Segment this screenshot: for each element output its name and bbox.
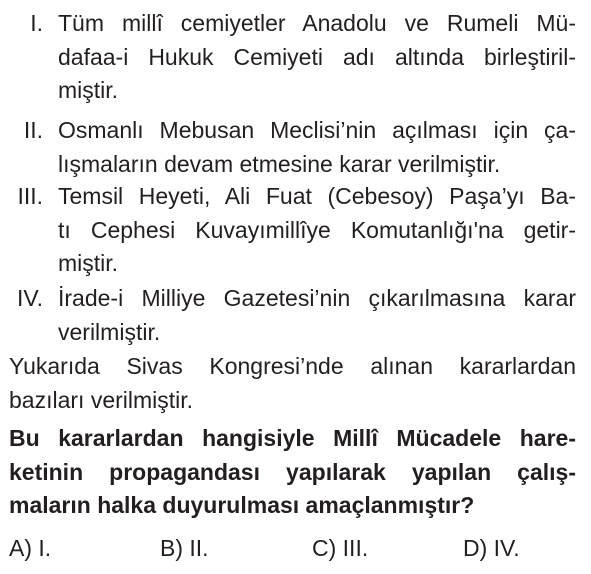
answer-options bbox=[0, 532, 591, 566]
premise-line: Tüm millî cemiyetler Anadolu ve Rumeli Mü- bbox=[58, 10, 576, 36]
option-b[interactable] bbox=[160, 532, 209, 566]
option-text: III. bbox=[342, 535, 369, 561]
premise-line: dafaa-i Hukuk Cemiyeti adı altında birleştiril- bbox=[58, 43, 576, 70]
question-line: Bu kararlardan hangisiyle Millî Mücadele hare- bbox=[9, 425, 576, 451]
question-stem bbox=[9, 350, 576, 417]
premise-numeral: IV. bbox=[16, 285, 43, 311]
premise-line: Temsil Heyeti, Ali Fuat (Cebesoy) Paşa’yı Ba- bbox=[58, 183, 576, 209]
option-a[interactable] bbox=[9, 532, 51, 566]
option-d[interactable] bbox=[463, 532, 520, 566]
question-line: maların halka duyurulması amaçlanmıştır? bbox=[9, 492, 475, 518]
premise-line: miştir. bbox=[58, 250, 119, 276]
premise-line: lışmaların devam etmesine karar verilmiştir. bbox=[58, 150, 501, 177]
premise-text bbox=[58, 7, 576, 108]
premise-line: tı Cephesi Kuvayımillîye Komutanlığı'na getir- bbox=[58, 216, 576, 243]
premise-text bbox=[58, 282, 576, 349]
option-text: I. bbox=[38, 535, 52, 561]
premise-numeral: II. bbox=[23, 117, 43, 143]
option-c[interactable] bbox=[312, 532, 368, 566]
option-text: II. bbox=[189, 535, 209, 561]
question-line: ketinin propagandası yapılarak yapılan çalış- bbox=[9, 458, 576, 485]
premise-line: verilmiştir. bbox=[58, 318, 161, 345]
stem-line: Yukarıda Sivas Kongresi’nde alınan kararlardan bbox=[9, 353, 576, 379]
option-text: IV. bbox=[493, 535, 520, 561]
option-letter: C) bbox=[312, 535, 337, 561]
option-letter: B) bbox=[160, 535, 183, 561]
option-letter: D) bbox=[463, 535, 488, 561]
premise-line: Osmanlı Mebusan Meclisi’nin açılması için ça- bbox=[58, 117, 576, 143]
premise-line: miştir. bbox=[58, 77, 119, 103]
option-letter: A) bbox=[9, 535, 32, 561]
premise-numeral: III. bbox=[17, 183, 43, 209]
premise-line: İrade-i Milliye Gazetesi’nin çıkarılmasına karar bbox=[58, 285, 576, 311]
premise-text bbox=[58, 180, 576, 281]
stem-line: bazıları verilmiştir. bbox=[9, 386, 194, 413]
premise-text bbox=[58, 114, 576, 181]
question-prompt bbox=[9, 422, 576, 523]
premise-numeral: I. bbox=[30, 10, 43, 36]
